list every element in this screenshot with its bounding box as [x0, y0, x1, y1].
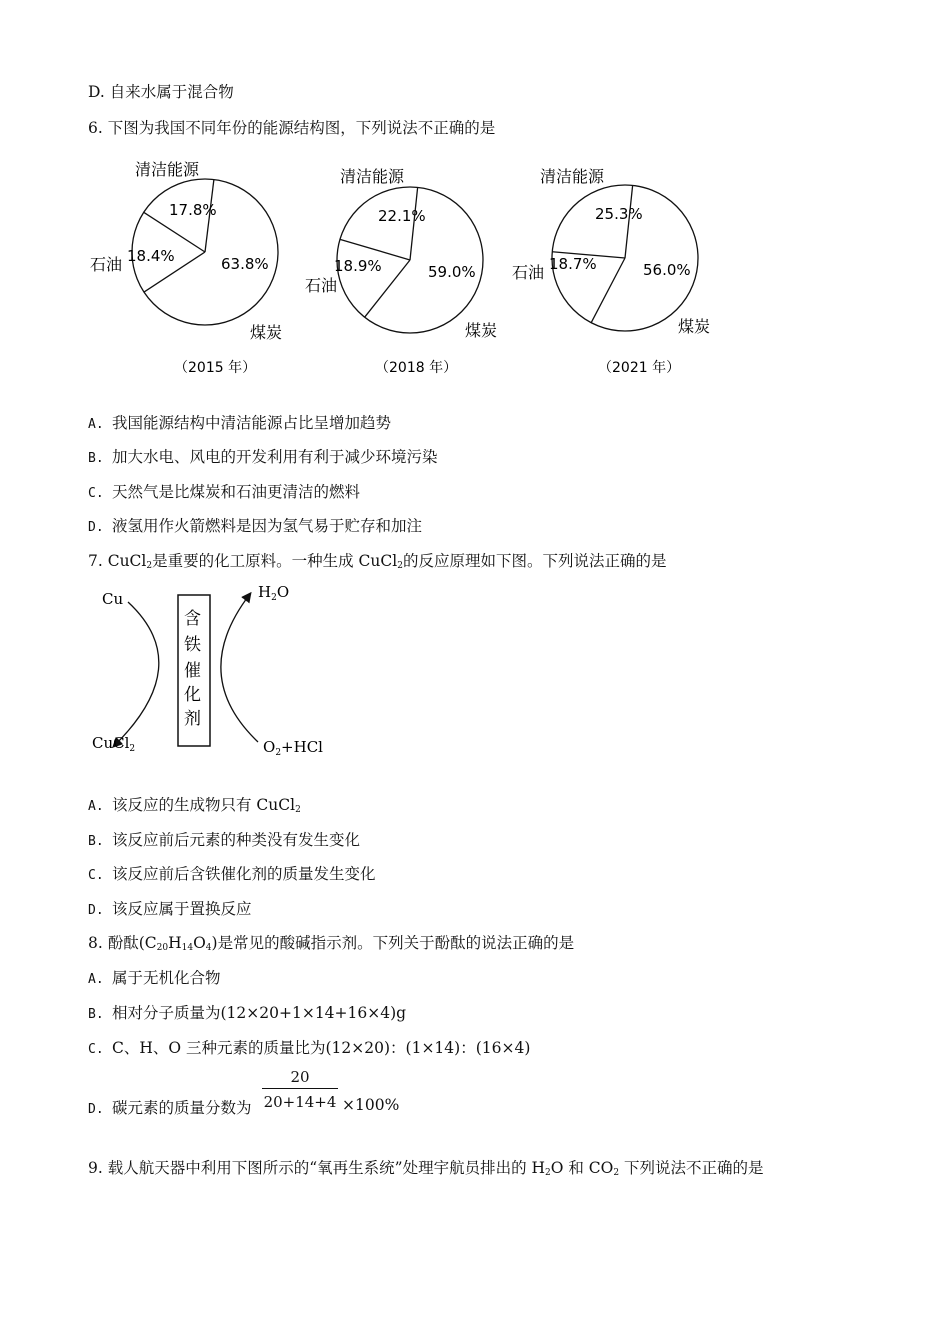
pie-year-caption: （2015 年） — [174, 360, 257, 376]
q7-option-a: A. 该反应的生成物只有 CuCl$_2$ — [88, 796, 301, 815]
pie-slice-label: 18.4% — [127, 247, 175, 265]
pie-slice-label: 17.8% — [169, 201, 217, 219]
pie-year-caption: （2021 年） — [598, 360, 681, 376]
pie-slice-label: 18.7% — [549, 255, 597, 273]
prev-option-d: D. 自来水属于混合物 — [88, 83, 234, 101]
q6-option-a: A. 我国能源结构中清洁能源占比呈增加趋势 — [88, 414, 392, 432]
q7-option-b: B. 该反应前后元素的种类没有发生变化 — [88, 831, 361, 849]
q6-option-b: B. 加大水电、风电的开发利用有利于减少环境污染 — [88, 448, 438, 466]
q6-option-d: D. 液氢用作火箭燃料是因为氢气易于贮存和加注 — [88, 517, 423, 535]
catalyst-char-1: 含 — [184, 609, 201, 629]
reaction-diagram — [88, 580, 348, 760]
q8-stem: 8. 酚酞$(C_{20}H_{14}O_4)$是常见的酸碱指示剂。下列关于酚酞的说法正确的是 — [88, 934, 575, 953]
oil-label-2018: 石油 — [305, 276, 338, 295]
q8-option-a: A. 属于无机化合物 — [88, 969, 221, 987]
catalyst-char-3: 催 — [184, 661, 201, 681]
label-cucl2: CuCl$_2$ — [92, 734, 136, 754]
q7-option-c: C. 该反应前后含铁催化剂的质量发生变化 — [88, 865, 376, 883]
pie-chart-2015 — [127, 179, 278, 376]
q6-option-c: C. 天然气是比煤炭和石油更清洁的燃料 — [88, 483, 361, 501]
fraction-numerator: 20 — [262, 1068, 338, 1089]
catalyst-char-4: 化 — [184, 685, 201, 705]
pie-slice-label: 56.0% — [643, 261, 691, 279]
coal-label-2018: 煤炭 — [465, 321, 498, 340]
q9-stem: 9. 载人航天器中利用下图所示的“氧再生系统”处理宇航员排出的 $H_2O$ 和 $CO_2$ 下列说法不正确的是 — [88, 1159, 764, 1178]
q6-stem: 6. 下图为我国不同年份的能源结构图，下列说法不正确的是 — [88, 119, 496, 137]
pie-slice-label: 18.9% — [334, 257, 382, 275]
oil-label-2021: 石油 — [512, 263, 545, 282]
pie-year-caption: （2018 年） — [375, 360, 458, 376]
q7-option-d: D. 该反应属于置换反应 — [88, 900, 252, 918]
label-o2-hcl: $O_2+HCl$ — [263, 738, 323, 758]
clean-label-2015: 清洁能源 — [135, 160, 200, 179]
pie-slice-label: 22.1% — [378, 207, 426, 225]
clean-label-2018: 清洁能源 — [340, 167, 405, 186]
arrow-o2hcl-to-h2o — [221, 594, 258, 742]
mass-fraction — [262, 1068, 338, 1111]
catalyst-char-5: 剂 — [184, 709, 201, 729]
catalyst-char-2: 铁 — [184, 635, 201, 655]
q7-stem: 7. CuCl$_2$是重要的化工原料。一种生成 CuCl$_2$的反应原理如下图。下列说法正确的是 — [88, 552, 667, 571]
fraction-tail: ×100% — [342, 1096, 400, 1114]
arrow-cu-to-cucl2 — [114, 602, 159, 746]
q8-option-b: B. 相对分子质量为(12×20+1×14+16×4)g — [88, 1004, 407, 1022]
coal-label-2021: 煤炭 — [678, 317, 711, 336]
pie-chart-2018 — [334, 187, 483, 376]
energy-pie-charts — [80, 150, 780, 385]
coal-label-2015: 煤炭 — [250, 323, 283, 342]
clean-label-2021: 清洁能源 — [540, 167, 605, 186]
q8-option-d: D. 碳元素的质量分数为 — [88, 1099, 252, 1117]
pie-slice-label: 63.8% — [221, 255, 269, 273]
pie-chart-2021 — [549, 185, 698, 376]
label-cu: Cu — [102, 590, 124, 608]
pie-slice-label: 25.3% — [595, 205, 643, 223]
oil-label-2015: 石油 — [90, 255, 123, 274]
fraction-denominator: 20+14+4 — [263, 1093, 337, 1111]
label-h2o: $H_2O$ — [258, 583, 290, 603]
q8-option-c: C. C、H、O 三种元素的质量比为(12×20)：(1×14)：(16×4) — [88, 1039, 531, 1057]
pie-slice-label: 59.0% — [428, 263, 476, 281]
